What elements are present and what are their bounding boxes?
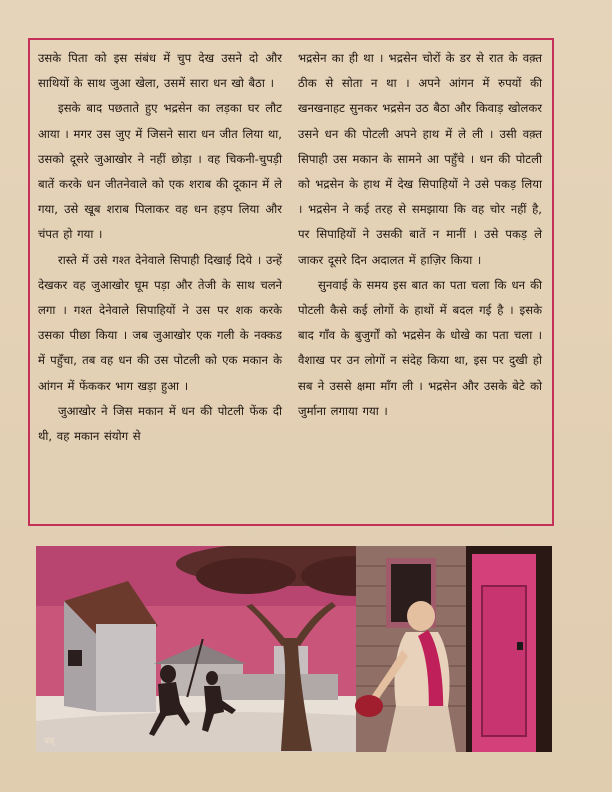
paragraph: भद्रसेन का ही था । भद्रसेन चोरों के डर से रात के वक़्त ठीक से सोता न था । अपने आंगन में रुपयों की खनखनाहट सुनकर भद्रसेन उठ बैठा और किवाड़ खोलकर उसने धन की पोटली अपने हाथ में ले ली । उसी वक़्त सिपाही उस मकान के सामने आ पहुँचे । धन की पोटली को भद्रसेन के हाथ में देख सिपाहियों ने उसे पकड़ लिया । भद्रसेन ने कई तरह से समझाया कि वह चोर नहीं है, पर सिपाहियों ने उसकी बातें न मानीं । उसे पकड़ ले जाकर दूसरे दिन अदालत में हाज़िर किया । — [298, 51, 542, 267]
paragraph: इसके बाद पछताते हुए भद्रसेन का लड़का घर लौट आया । मगर उस जुए में जिसने सारा धन जीत लिया था, उसको दूसरे जुआखोर ने नहीं छोड़ा । वह चिकनी-चुपड़ी बातें करके धन जीतनेवाले को एक शराब की दूकान में ले गया, उसे खूब शराब पिलाकर वह धन हड़प लिया और चंपत हो गया । — [38, 101, 282, 242]
story-illustration — [36, 546, 552, 752]
story-text-frame — [28, 38, 554, 526]
paragraph: उसके पिता को इस संबंध में चुप देख उसने दो और साथियों के साथ जुआ खेला, उसमें सारा धन खो बैठा । — [38, 51, 282, 91]
left-column — [38, 46, 282, 449]
paragraph: सुनवाई के समय इस बात का पता चला कि धन की पोटली कैसे कई लोगों के हाथों में बदल गई है । इसके बाद गाँव के बुजुर्गों को भद्रसेन के धोखे का पता चला । वैशाख पर उन लोगों न संदेह किया था, इस पर दुखी हो सब ने उससे क्षमा माँग ली । भद्रसेन और उसके बेटे को जुर्माना लगाया गया । — [298, 277, 542, 418]
paragraph: जुआखोर ने जिस मकान में धन की पोटली फेंक दी थी, वह मकान संयोग से — [38, 403, 282, 444]
right-column — [298, 46, 542, 424]
page-folio: नव् — [44, 737, 54, 747]
paragraph: रास्ते में उसे गश्त देनेवाले सिपाही दिखाई दिये । उन्हें देखकर वह जुआखोर घूम पड़ा और तेजी के साथ चलने लगा । गश्त देनेवाले सिपाहियों ने उस पर शक करके उसका पीछा किया । जब जुआखोर एक गली के नक्कड में पहुँचा, तब वह धन की उस पोटली को एक मकान के आंगन में फेंककर भाग खड़ा हुआ । — [38, 252, 282, 393]
